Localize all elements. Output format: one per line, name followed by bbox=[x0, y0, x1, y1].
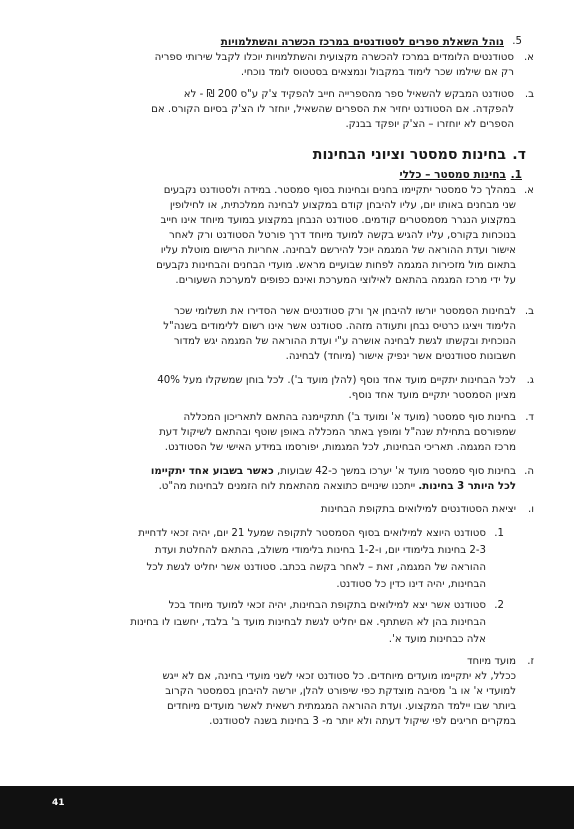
d-item-h-bold: כאשר בשבוע אחד יתקיימו bbox=[150, 466, 274, 477]
subitem-2-line: אלה כבחינות מועד א'. bbox=[388, 634, 486, 645]
d-item-b-line: הנוכחית ובקשתו לגשת לבחינה אושרה ע"י ועדת ההוראה של המגמה יגש למדור bbox=[173, 336, 516, 347]
d-item-a-line: במקצוע הנגרר מסמסטרים קודמים. סטודנט הנבחן במקצוע במועד מיוחד אינו חייב bbox=[160, 215, 516, 226]
subsection-1-title: בחינות סמסטר – כללי bbox=[399, 169, 506, 181]
d-item-h-line-2 bbox=[159, 480, 516, 494]
d-item-d-line: שמפורסם בתחילת שנה"ל ומופץ באתר המכללה באופן שוטף ובהתאם לשיקול דעת bbox=[159, 427, 516, 438]
section-d-title: בחינות סמסטר וציוני הבחינות bbox=[312, 147, 506, 163]
d-item-g-line: מציון הסמסטר יתקיים מועד אחד נוסף. bbox=[348, 390, 516, 401]
section-5-title: נוהל השאלת ספרים לסטודנטים במרכז הכשרה והשתלמויות bbox=[220, 36, 504, 48]
subsection-1-marker: 1. bbox=[510, 169, 522, 181]
d-item-z-line: במקרים חריגים לפי שיקול דעתה ולא יותר מ- 3 בחינות בשנה לסטודנט. bbox=[209, 716, 516, 727]
d-item-b-line: הלימוד ויציגו כרטיס נבחן ותעודה מזהה. סטודנט אשר אינו רשום ללימודים בשנה"ל bbox=[163, 321, 516, 332]
subitem-1-line: הבחינות, יהיה דינו כדין כל סטודנט. bbox=[336, 579, 486, 590]
d-item-z-line: מועד מיוחד bbox=[466, 656, 516, 667]
d-item-d-line: בחינות סוף סמסטר (מועד א' ומועד ב') תתקיימנה בהתאם לתאריכון המכללה bbox=[183, 412, 516, 423]
subitem-2-marker: 2. bbox=[494, 600, 504, 611]
d-item-h-text-2: ייתכנו שינויים כתוצאה מהתאמת לוח הזמנים לבחינות מה"ט. bbox=[158, 481, 416, 492]
page-number: 41 bbox=[52, 798, 65, 808]
page-footer bbox=[0, 786, 574, 829]
d-item-g-marker: ג. bbox=[526, 375, 534, 386]
d-item-v-marker: ו. bbox=[527, 504, 534, 515]
d-item-b-line: חשבונות סטודנטים אשר ינפיק אישור (מיוחד) לבחינה. bbox=[285, 351, 516, 362]
s5-item-b-line: להפקדה. אם הסטודנט יחזיר את הספרים שהשאיל, יוחזר לו הצ'ק בסיום הקורס. אם bbox=[151, 104, 514, 115]
d-item-a-line: שני מבחנים באותו יום, עליו להיבחן קודם במקצוע לבחינה ממלכתית, או לחילופין bbox=[169, 200, 516, 211]
d-item-a-line: במהלך כל סמסטר יתקיימו בחנים ובחינות בסוף סמסטר. במידה ולסטודנט נקבעים bbox=[163, 185, 516, 196]
d-item-a-line: בתאום מול מזכירות המגמה לפחות שבועיים מראש. מועדי הבחנים והבחינות נקבעים bbox=[156, 260, 516, 271]
d-item-a-line: בנוכחות בקורס, עליו להגיש בקשה למועד מיוחד דרך פורטל הסטודנט ורק לאחר bbox=[168, 230, 516, 241]
d-item-h-marker: ה. bbox=[524, 466, 534, 477]
d-item-z-line: ביותר שבו יילמד המקצוע. ועדת ההוראה המגמתית רשאית לאשר מועדים מיוחדים bbox=[166, 701, 516, 712]
subitem-1-line: סטודנט היוצא למילואים בסוף הסמסטר לתקופה שמעל 21 יום, יהיה זכאי לדחיית bbox=[138, 528, 486, 539]
d-item-g-line: לכל הבחינות יתקיים מועד אחד נוסף (להלן מועד ב'). לכל בוחן שמשקלו מעל 40% bbox=[157, 375, 516, 386]
d-item-z-line: למועדי א' או ב' מסיבה מוצדקת כפי שיפורט להלן, יורשה להיבחן בסמסטר הקרוב bbox=[165, 686, 516, 697]
s5-item-b-line: הספרים לא יוחזרו – הצ'ק יופקד בבנק. bbox=[345, 119, 514, 130]
section-5-marker: 5. bbox=[512, 36, 522, 47]
d-item-v-line: יציאת הסטודנטים למילואים בתקופת הבחינות bbox=[320, 504, 516, 515]
s5-item-b-marker: ב. bbox=[524, 89, 534, 100]
d-item-d-marker: ד. bbox=[525, 412, 534, 423]
d-item-h-text: בחינות סוף סמסטר מועד א' יערכו במשך כ-42 שבועות, bbox=[276, 466, 516, 477]
d-item-d-line: מרכז המגמה. תאריכי הבחינות, לכל המגמות, יפורסמו במידע האישי של הסטודנט. bbox=[164, 442, 516, 453]
subitem-2-line: סטודנט אשר יצא למילואים בתקופת הבחינות, יהיה זכאי למועד מיוחד בכל bbox=[168, 600, 486, 611]
d-item-b-marker: ב. bbox=[524, 306, 534, 317]
s5-item-b-line: סטודנט המבקש להשאיל ספר מהספרייה חייב להפקיד צ'ק ע"ס 200 ₪ - לא bbox=[183, 89, 514, 100]
s5-item-a-line: סטודנטים הלומדים במרכז להכשרה מקצועית והשתלמויות יוכלו לקבל שירותי ספריה bbox=[154, 52, 514, 63]
d-item-h-line-1 bbox=[151, 465, 516, 479]
d-item-b-line: לבחינות הסמסטר יורשו להיבחן אך ורק סטודנטים אשר הסדירו את תשלומי שכר bbox=[173, 306, 516, 317]
d-item-z-marker: ז. bbox=[527, 656, 534, 667]
section-d-marker: ד. bbox=[512, 147, 526, 163]
d-item-a-line: על ידי מרכז המגמה בהתאם לאילוצי המערכת ואינם כפופים למערכת השעורים. bbox=[175, 275, 516, 286]
d-item-a-marker: א. bbox=[523, 185, 534, 196]
subitem-2-line: הבחינות בהן לא השתתף. אם יחליט לגשת לבחינות מועד ב' בלבד, יחשבו לו בחינות bbox=[130, 617, 486, 628]
d-item-h-bold-2: לכל היותר 3 בחינות. bbox=[418, 481, 516, 492]
s5-item-a-marker: א. bbox=[523, 52, 534, 63]
subitem-1-line: 2-3 בחינות בלימודי יום, ו-1-2 בחינות בלימודי משולב, בהתאם להחלטת ועדת bbox=[154, 545, 486, 556]
s5-item-a-line: רק אם שילמו שכר לימוד במקבול ונמצאים בסטטוס לומד נוכחי. bbox=[240, 67, 514, 78]
d-item-a-line: אישור ועדת ההוראה של המגמה יוכל להירשם לבחינה. אחריות הרישום מוטלת עליו bbox=[160, 245, 516, 256]
d-item-z-line: ככלל, לא יתקיימו מועדים מיוחדים. כל סטודנט זכאי לשני מועדי בחינה, אם לא ייגש bbox=[162, 671, 516, 682]
subitem-1-line: ההוראה של המגמה, זאת – לאחר בקשה בכתב. סטודנט אשר יחליט לגשת לכל bbox=[146, 562, 486, 573]
subitem-1-marker: 1. bbox=[494, 528, 504, 539]
